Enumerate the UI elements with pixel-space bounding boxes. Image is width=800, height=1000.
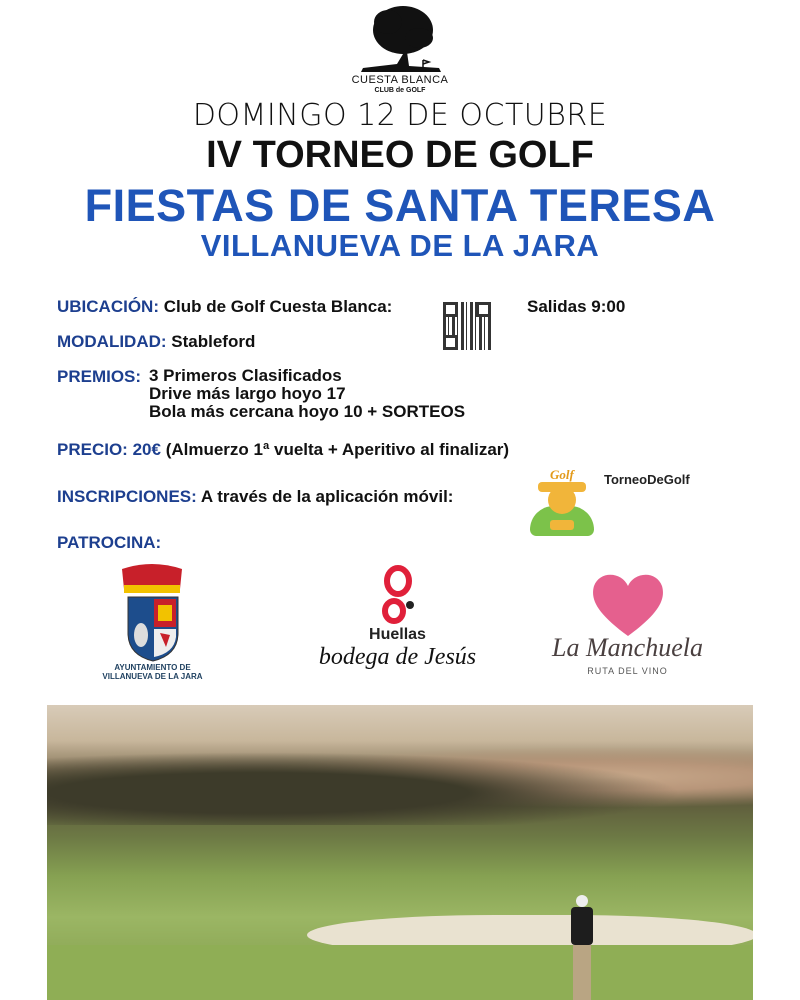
premios-label: PREMIOS: <box>57 367 142 386</box>
huellas-logo-icon <box>368 565 428 625</box>
app-name: TorneoDeGolf <box>604 472 690 487</box>
sponsor-manchuela-line2: RUTA DEL VINO <box>587 666 668 676</box>
club-subtitle: CLUB de GOLF <box>374 87 426 94</box>
tree-icon <box>353 2 448 74</box>
ubicacion-value: Club de Golf Cuesta Blanca: <box>163 297 393 316</box>
app-icon[interactable] <box>530 468 594 540</box>
event-title: IV TORNEO DE GOLF <box>206 134 594 176</box>
club-name: CUESTA BLANCA <box>351 74 449 86</box>
app-icon-text: Golf <box>550 468 574 482</box>
ubicacion-label: UBICACIÓN: <box>57 297 159 316</box>
qr-code[interactable] <box>441 300 493 352</box>
event-subtitle: FIESTAS DE SANTA TERESA <box>84 180 716 231</box>
salidas-time: Salidas 9:00 <box>527 297 626 316</box>
event-location: VILLANUEVA DE LA JARA <box>200 228 600 263</box>
inscripciones-row <box>57 487 453 507</box>
inscripciones-label: INSCRIPCIONES: <box>57 487 197 506</box>
sponsor-huellas <box>300 565 495 690</box>
precio-value: (Almuerzo 1ª vuelta + Aperitivo al finalizar) <box>165 440 510 459</box>
precio-label: PRECIO: <box>57 440 128 459</box>
premio-item: Bola más cercana hoyo 10 + SORTEOS <box>149 402 466 421</box>
inscripciones-value: A través de la aplicación móvil: <box>200 487 454 506</box>
golf-course-photo <box>47 705 753 1000</box>
coat-of-arms-icon <box>100 563 205 663</box>
sponsor-ayuntamiento-line2: VILLANUEVA DE LA JARA <box>102 672 203 681</box>
precio-row <box>57 440 509 460</box>
sponsor-manchuela-line1: La Manchuela <box>552 633 703 662</box>
modalidad-label: MODALIDAD: <box>57 332 167 351</box>
golfer-figure <box>567 895 597 1000</box>
event-date: DOMINGO 12 DE OCTUBRE <box>192 98 608 133</box>
premio-item: 3 Primeros Clasificados <box>149 366 342 385</box>
ubicacion-row <box>57 297 392 317</box>
sponsor-huellas-line2: bodega de Jesús <box>318 644 477 670</box>
heart-icon <box>588 570 668 638</box>
premios-list <box>149 367 465 421</box>
modalidad-value: Stableford <box>171 332 256 351</box>
patrocina-label: PATROCINA: <box>57 533 162 552</box>
club-logo <box>330 2 470 100</box>
modalidad-row <box>57 332 255 352</box>
sponsor-manchuela <box>535 570 720 685</box>
sponsor-ayuntamiento-line1: AYUNTAMIENTO DE <box>114 663 191 672</box>
precio-amount: 20€ <box>132 440 161 459</box>
premio-item: Drive más largo hoyo 17 <box>149 384 346 403</box>
sponsor-huellas-line1: Huellas <box>369 626 426 643</box>
sponsor-ayuntamiento <box>85 563 220 693</box>
